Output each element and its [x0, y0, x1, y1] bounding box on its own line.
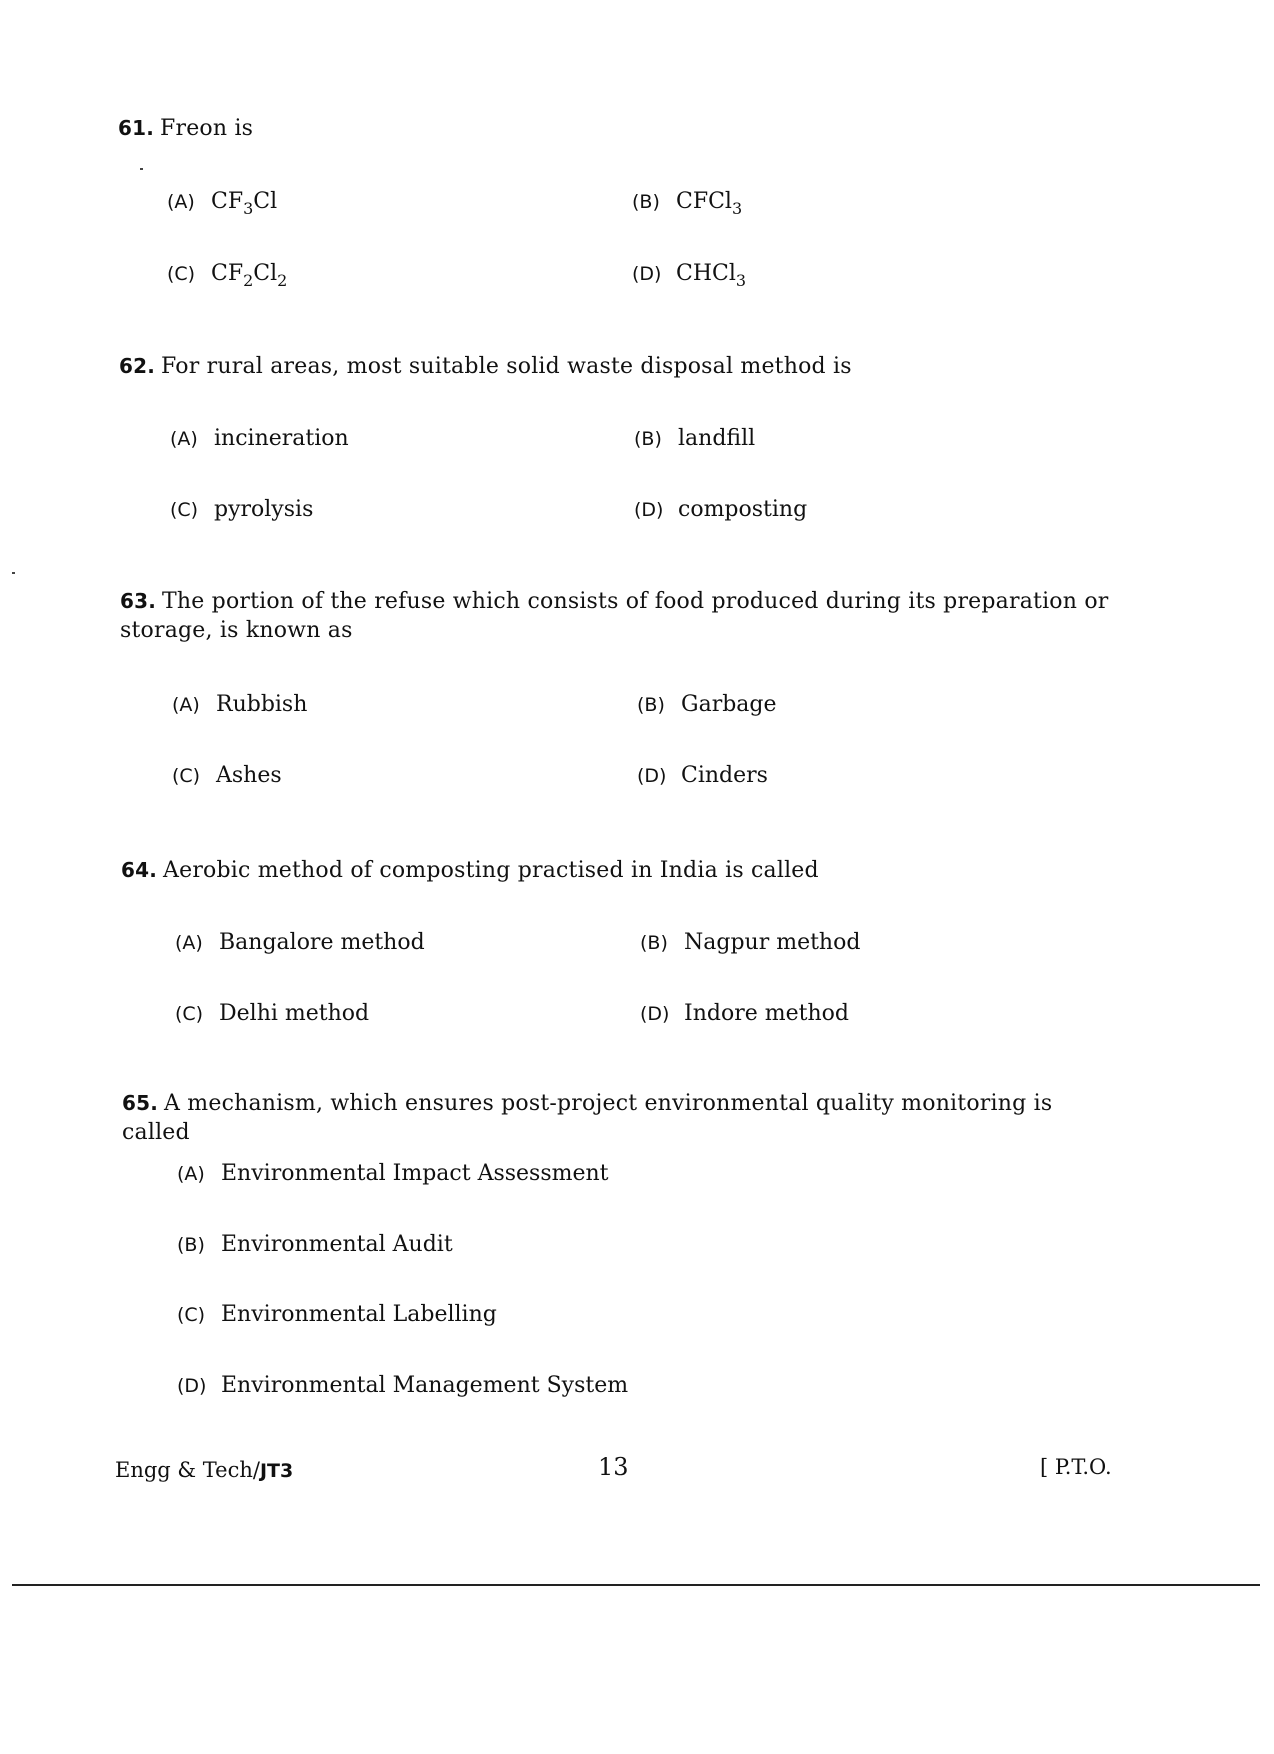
question-text: For rural areas, most suitable solid waste disposal method is [161, 354, 852, 379]
pto-marker: [ P.T.O. [1040, 1455, 1112, 1479]
footer-paper-code: JT3 [259, 1460, 294, 1482]
option-c [167, 260, 287, 295]
option-text: landfill [678, 426, 756, 451]
option-label: (A) [177, 1163, 205, 1185]
option-label: (D) [637, 765, 667, 787]
option-text [211, 260, 287, 295]
option-label: (A) [167, 191, 195, 213]
option-label: (C) [170, 499, 199, 521]
question-text: A mechanism, which ensures post-project environmental quality monitoring is called [122, 1091, 1053, 1145]
option-text: Ashes [216, 763, 282, 788]
option-c [177, 1301, 497, 1329]
formula-element: Cl [253, 261, 278, 286]
option-b [177, 1231, 453, 1259]
option-text [676, 260, 746, 295]
option-label: (D) [634, 499, 664, 521]
option-a [177, 1160, 609, 1188]
option-text [211, 188, 277, 223]
option-c [172, 762, 282, 790]
question-number: 62. [119, 354, 156, 378]
option-text: Indore method [684, 1001, 849, 1026]
formula-element: CHCl [676, 261, 736, 286]
footer-subject [115, 1458, 293, 1482]
option-label: (B) [177, 1234, 205, 1256]
option-label: (C) [175, 1003, 204, 1025]
option-a [167, 188, 277, 223]
option-text: composting [678, 497, 808, 522]
question-text: Aerobic method of composting practised in India is called [163, 858, 819, 883]
option-text: Bangalore method [219, 930, 425, 955]
option-text: Garbage [681, 692, 777, 717]
question-number: 65. [122, 1091, 159, 1115]
option-d [634, 496, 807, 524]
option-b [634, 425, 755, 453]
option-label: (D) [177, 1375, 207, 1397]
question-number: 63. [120, 589, 157, 613]
question-stem [120, 587, 1120, 645]
question-number: 64. [121, 858, 158, 882]
option-d [637, 762, 768, 790]
option-label: (D) [640, 1003, 670, 1025]
question-stem [121, 856, 1121, 885]
scan-mark [140, 168, 143, 170]
question-stem [118, 114, 1118, 143]
option-label: (A) [172, 694, 200, 716]
option-text: incineration [214, 426, 349, 451]
option-text: Delhi method [219, 1001, 370, 1026]
formula-subscript: 3 [735, 271, 747, 290]
page-number: 13 [598, 1453, 629, 1481]
question-text: The portion of the refuse which consists of food produced during its preparation or storage, is known as [120, 589, 1109, 643]
question-stem [122, 1089, 1122, 1147]
option-label: (C) [177, 1304, 206, 1326]
option-label: (B) [640, 932, 668, 954]
option-c [175, 1000, 369, 1028]
option-a [175, 929, 425, 957]
formula-element: CF [211, 261, 244, 286]
formula-element: Cl [253, 189, 278, 214]
formula-subscript: 2 [277, 271, 288, 290]
scan-mark [12, 572, 15, 574]
option-text: Rubbish [216, 692, 308, 717]
option-text: Nagpur method [684, 930, 861, 955]
option-text: Environmental Audit [221, 1232, 453, 1257]
option-label: (B) [632, 191, 660, 213]
option-label: (A) [170, 428, 198, 450]
bottom-rule [12, 1584, 1260, 1586]
formula-subscript: 3 [243, 199, 254, 218]
option-a [170, 425, 349, 453]
formula-subscript: 3 [731, 199, 743, 218]
option-label: (A) [175, 932, 203, 954]
option-d [632, 260, 746, 295]
option-c [170, 496, 313, 524]
question-text: Freon is [160, 116, 254, 141]
option-text: Environmental Impact Assessment [221, 1161, 609, 1186]
page-footer [0, 1453, 1274, 1498]
option-label: (D) [632, 263, 662, 285]
formula-element: CF [211, 189, 244, 214]
formula-subscript: 2 [243, 271, 254, 290]
option-text: pyrolysis [214, 497, 314, 522]
option-text: Environmental Labelling [221, 1302, 497, 1327]
option-b [637, 691, 777, 719]
option-label: (C) [172, 765, 201, 787]
option-a [172, 691, 307, 719]
option-text: Environmental Management System [221, 1373, 629, 1398]
option-b [640, 929, 860, 957]
question-stem [119, 352, 1119, 381]
option-d [177, 1372, 628, 1400]
option-b [632, 188, 742, 223]
option-label: (B) [634, 428, 662, 450]
question-number: 61. [118, 116, 155, 140]
option-label: (C) [167, 263, 196, 285]
footer-subject-text: Engg & Tech/ [115, 1458, 260, 1482]
option-text [676, 188, 742, 223]
option-d [640, 1000, 849, 1028]
option-label: (B) [637, 694, 665, 716]
formula-element: CFCl [676, 189, 732, 214]
option-text: Cinders [681, 763, 768, 788]
